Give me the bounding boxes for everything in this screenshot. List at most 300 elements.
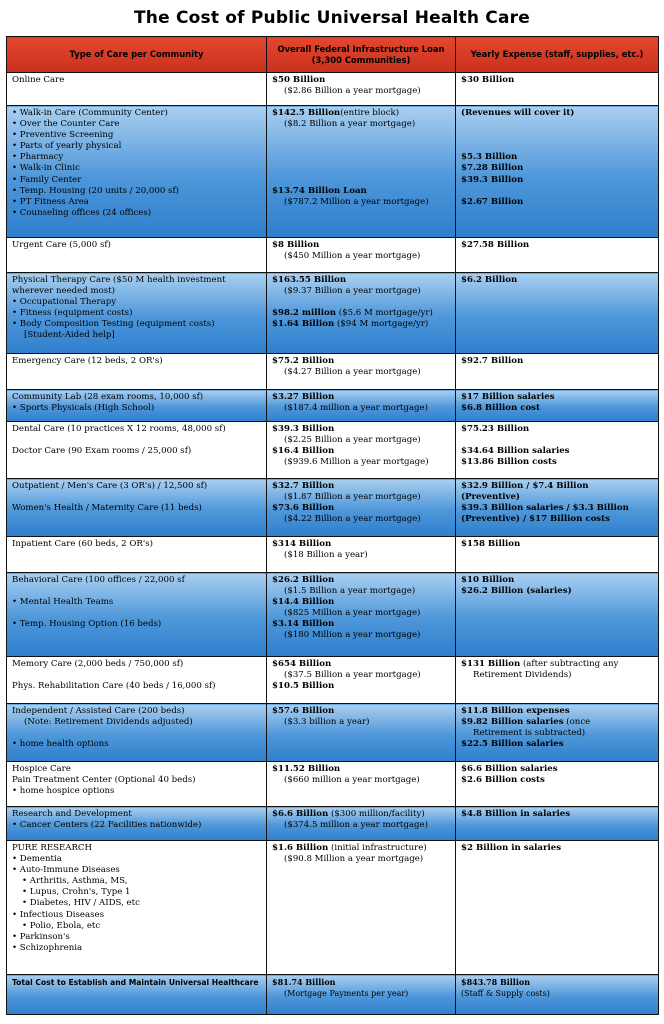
cell-line <box>12 659 261 670</box>
cell-line <box>272 608 450 619</box>
detail-text: Retirement is subtracted) <box>473 728 586 739</box>
cell-line <box>272 539 450 550</box>
yearly-expense-cell <box>456 354 659 390</box>
amount-text: $14.4 Billion <box>272 597 335 608</box>
cell-line <box>461 481 653 492</box>
cell-line <box>272 843 450 854</box>
amount-text: $2 Billion in salaries <box>461 843 562 853</box>
amount-text: $50 Billion <box>272 75 326 85</box>
yearly-expense-cell <box>456 657 659 704</box>
cell-line <box>272 356 450 367</box>
detail-text: ($4.22 Billion a year mortgage) <box>284 514 421 525</box>
care-type-cell <box>7 573 267 657</box>
care-type-cell <box>7 106 267 238</box>
amount-text: $1.6 Billion <box>272 843 329 853</box>
cell-line <box>272 435 450 446</box>
amount-text: $6.2 Billion <box>461 275 518 285</box>
cell-line <box>12 809 261 820</box>
amount-text: $654 Billion <box>272 659 332 669</box>
yearly-expense-cell <box>456 73 659 106</box>
infrastructure-loan-cell <box>267 573 456 657</box>
cell-line <box>272 764 450 775</box>
detail-text: Urgent Care (5,000 sf) <box>12 240 111 250</box>
cell-line <box>12 275 261 286</box>
spacer <box>272 130 450 141</box>
cell-line <box>12 786 261 797</box>
table-body <box>7 73 659 1015</box>
cell-line <box>461 586 653 597</box>
cell-line <box>12 446 261 457</box>
spacer <box>12 728 261 739</box>
detail-text: ($300 million/facility) <box>328 809 425 819</box>
infrastructure-loan-cell <box>267 238 456 273</box>
cell-line <box>12 865 261 876</box>
detail-text: Phys. Rehabilitation Care (40 beds / 16,000 sf) <box>12 681 216 692</box>
cell-line <box>12 706 261 717</box>
detail-text: • Lupus, Crohn's, Type 1 <box>22 887 131 898</box>
amount-text: $26.2 Billion (salaries) <box>461 586 572 597</box>
detail-text: Physical Therapy Care ($50 M health investment <box>12 275 226 285</box>
care-type-cell <box>7 479 267 537</box>
amount-text: $2.67 Billion <box>461 196 524 207</box>
detail-text: ($450 Million a year mortgage) <box>284 251 421 262</box>
cell-line <box>461 403 653 414</box>
amount-text: $13.86 Billion costs <box>461 457 557 468</box>
cell-line <box>461 514 653 525</box>
amount-text: $39.3 Billion <box>461 174 524 185</box>
spacer <box>272 141 450 152</box>
detail-text: (after subtracting any <box>520 659 619 669</box>
cell-line <box>272 86 450 97</box>
cell-line <box>12 887 261 898</box>
detail-text: Retirement Dividends) <box>473 670 572 681</box>
detail-text: Dental Care (10 practices X 12 rooms, 48,000 sf) <box>12 424 226 434</box>
cell-line <box>12 898 261 909</box>
cell-line <box>12 286 261 297</box>
detail-text: • Polio, Ebola, etc <box>22 920 101 931</box>
table-row <box>7 479 659 537</box>
cell-line <box>461 152 653 163</box>
table-row <box>7 841 659 975</box>
detail-text: Doctor Care (90 Exam rooms / 25,000 sf) <box>12 446 192 457</box>
cell-line <box>272 457 450 468</box>
detail-text: • home health options <box>12 739 109 750</box>
cell-line <box>12 141 261 152</box>
yearly-expense-cell <box>456 106 659 238</box>
yearly-expense-cell <box>456 422 659 479</box>
infrastructure-loan-cell <box>267 975 456 1015</box>
amount-text: $9.82 Billion salaries <box>461 717 564 728</box>
care-type-cell <box>7 657 267 704</box>
detail-text: • Parkinson's <box>12 931 70 942</box>
cell-line <box>12 175 261 186</box>
infrastructure-loan-cell <box>267 762 456 807</box>
table-row <box>7 273 659 354</box>
header-row <box>7 37 659 73</box>
amount-text: $1.64 Billion <box>272 319 335 330</box>
cell-line <box>12 876 261 887</box>
detail-text: ($374.5 million a year mortgage) <box>284 820 428 831</box>
total-row <box>7 975 659 1015</box>
detail-text: Behavioral Care (100 offices / 22,000 sf <box>12 575 185 585</box>
detail-text: ($2.86 Billion a year mortgage) <box>284 86 421 97</box>
yearly-expense-cell <box>456 390 659 422</box>
detail-text: • Mental Health Teams <box>12 597 114 608</box>
cell-line <box>12 424 261 435</box>
spacer <box>272 175 450 186</box>
table-row <box>7 422 659 479</box>
amount-text: $75.23 Billion <box>461 424 530 434</box>
cell-line <box>12 597 261 608</box>
cell-line <box>272 197 450 208</box>
yearly-expense-cell <box>456 273 659 354</box>
detail-text: (once <box>563 717 591 728</box>
cell-line <box>272 446 450 457</box>
care-type-cell <box>7 238 267 273</box>
cell-line <box>272 251 450 262</box>
detail-text: ($90.8 Million a year mortgage) <box>284 854 424 865</box>
cell-line <box>272 630 450 641</box>
cell-line <box>272 514 450 525</box>
detail-text: ($4.27 Billion a year mortgage) <box>284 367 421 378</box>
cell-line <box>12 503 261 514</box>
cell-line <box>12 619 261 630</box>
header-type-of-care: Type of Care per Community <box>7 37 267 73</box>
detail-text: • Family Center <box>12 174 82 185</box>
spacer <box>12 608 261 619</box>
cell-line <box>461 728 653 739</box>
care-type-cell <box>7 390 267 422</box>
infrastructure-loan-cell <box>267 390 456 422</box>
amount-text: $314 Billion <box>272 539 332 549</box>
cell-line <box>272 286 450 297</box>
detail-text: • Fitness (equipment costs) <box>12 308 133 319</box>
detail-text: ($5.6 M mortgage/yr) <box>336 308 433 319</box>
spacer <box>272 297 450 308</box>
detail-text: • Preventive Screening <box>12 130 114 141</box>
yearly-expense-cell <box>456 479 659 537</box>
amount-text: $81.74 Billion <box>272 977 336 987</box>
detail-text: • Auto-Immune Diseases <box>12 865 120 876</box>
cell-line <box>272 820 450 831</box>
detail-text: (initial infrastructure) <box>328 843 427 853</box>
cell-line <box>461 659 653 670</box>
amount-text: $2.6 Billion costs <box>461 775 545 786</box>
cell-line <box>461 809 653 820</box>
detail-text: (entire block) <box>340 108 400 118</box>
cell-line <box>12 308 261 319</box>
cell-line <box>12 943 261 954</box>
care-type-cell <box>7 704 267 762</box>
amount-text: $32.9 Billion / $7.4 Billion <box>461 481 589 491</box>
care-type-cell <box>7 354 267 390</box>
cell-line <box>461 392 653 403</box>
table-row <box>7 704 659 762</box>
yearly-expense-cell <box>456 807 659 841</box>
table-row <box>7 73 659 106</box>
detail-text: • Walk-in Care (Community Center) <box>12 108 168 118</box>
detail-text: • Cancer Centers (22 Facilities nationwide) <box>12 820 202 831</box>
detail-text: [Student-Aided help] <box>24 330 115 341</box>
spacer <box>461 435 653 446</box>
amount-text: $131 Billion <box>461 659 521 669</box>
infrastructure-loan-cell <box>267 273 456 354</box>
care-type-cell <box>7 975 267 1015</box>
cell-line <box>272 809 450 820</box>
infrastructure-loan-cell <box>267 422 456 479</box>
amount-text: $17 Billion salaries <box>461 392 555 402</box>
amount-text: $30 Billion <box>461 75 515 85</box>
header-infrastructure-loan: Overall Federal Infrastructure Loan (3,300 Communities) <box>267 37 456 73</box>
cell-line <box>12 186 261 197</box>
cell-line <box>272 550 450 561</box>
cell-line <box>272 319 450 330</box>
cell-line <box>12 681 261 692</box>
amount-text: $11.8 Billion expenses <box>461 706 570 716</box>
cell-line <box>12 319 261 330</box>
cell-line <box>12 75 261 86</box>
cell-line <box>12 575 261 586</box>
detail-text: Independent / Assisted Care (200 beds) <box>12 706 185 716</box>
cell-line <box>272 854 450 865</box>
cell-line <box>272 119 450 130</box>
cell-line <box>12 356 261 367</box>
amount-text: $73.6 Billion <box>272 503 335 514</box>
detail-text: • Sports Physicals (High School) <box>12 403 155 414</box>
cell-line <box>272 597 450 608</box>
yearly-expense-cell <box>456 573 659 657</box>
spacer <box>461 119 653 130</box>
yearly-expense-cell <box>456 762 659 807</box>
detail-text: Emergency Care (12 beds, 2 OR's) <box>12 356 163 366</box>
infrastructure-loan-cell <box>267 657 456 704</box>
spacer <box>461 186 653 197</box>
cell-line <box>272 186 450 197</box>
cell-line <box>461 775 653 786</box>
detail-text: • Arthritis, Asthma, MS, <box>22 876 128 887</box>
care-type-cell <box>7 273 267 354</box>
cell-line <box>272 275 450 286</box>
amount-text: $6.8 Billion cost <box>461 403 540 414</box>
care-type-cell <box>7 73 267 106</box>
amount-text: $4.8 Billion in salaries <box>461 809 571 819</box>
detail-text: Hospice Care <box>12 764 71 774</box>
cell-line <box>461 843 653 854</box>
infrastructure-loan-cell <box>267 704 456 762</box>
detail-text: ($825 Million a year mortgage) <box>284 608 421 619</box>
amount-text: $32.7 Billion <box>272 481 335 491</box>
detail-text: • Temp. Housing (20 units / 20,000 sf) <box>12 185 179 196</box>
table-row <box>7 807 659 841</box>
table-row <box>7 657 659 704</box>
cell-line <box>12 921 261 932</box>
detail-text: Total Cost to Establish and Maintain Universal Healthcare <box>12 978 259 987</box>
amount-text: $22.5 Billion salaries <box>461 739 564 750</box>
cell-line <box>12 854 261 865</box>
amount-text: $92.7 Billion <box>461 356 524 366</box>
yearly-expense-cell <box>456 537 659 573</box>
detail-text: Research and Development <box>12 809 132 819</box>
cell-line <box>272 492 450 503</box>
cell-line <box>461 706 653 717</box>
care-type-cell <box>7 422 267 479</box>
cell-line <box>461 163 653 174</box>
detail-text: ($94 M mortgage/yr) <box>334 319 429 330</box>
detail-text: ($1.5 Billion a year mortgage) <box>284 586 416 597</box>
cell-line <box>272 988 450 999</box>
table-row <box>7 354 659 390</box>
detail-text: PURE RESEARCH <box>12 843 92 853</box>
amount-text: $26.2 Billion <box>272 575 335 585</box>
cell-line <box>272 681 450 692</box>
cell-line <box>461 356 653 367</box>
table-row <box>7 390 659 422</box>
infrastructure-loan-cell <box>267 73 456 106</box>
detail-text: ($1.87 Billion a year mortgage) <box>284 492 421 503</box>
detail-text: • Temp. Housing Option (16 beds) <box>12 619 162 630</box>
cell-line <box>272 717 450 728</box>
cell-line <box>461 988 653 999</box>
detail-text: (Staff & Supply costs) <box>461 989 550 999</box>
infrastructure-loan-cell <box>267 807 456 841</box>
spacer <box>461 130 653 141</box>
detail-text: • Diabetes, HIV / AIDS, etc <box>22 898 140 909</box>
cell-line <box>272 659 450 670</box>
amount-text: $27.58 Billion <box>461 240 530 250</box>
spacer <box>461 141 653 152</box>
amount-text: $6.6 Billion <box>272 809 329 819</box>
detail-text: Inpatient Care (60 beds, 2 OR's) <box>12 539 154 549</box>
care-type-cell <box>7 762 267 807</box>
cell-line <box>12 910 261 921</box>
amount-text: $39.3 Billion <box>272 424 335 434</box>
detail-text: ($9.37 Billion a year mortgage) <box>284 286 421 297</box>
detail-text: Outpatient / Men's Care (3 OR's) / 12,500 sf) <box>12 481 208 491</box>
cell-line <box>272 977 450 988</box>
cell-line <box>12 843 261 854</box>
amount-text: $13.74 Billion Loan <box>272 185 367 196</box>
cell-line <box>272 481 450 492</box>
spacer <box>12 586 261 597</box>
detail-text: • Dementia <box>12 854 62 865</box>
cell-line <box>272 575 450 586</box>
cell-line <box>12 717 261 728</box>
yearly-expense-cell <box>456 704 659 762</box>
cell-line <box>12 297 261 308</box>
amount-text: $3.27 Billion <box>272 392 335 402</box>
cell-line <box>12 977 261 988</box>
cell-line <box>461 424 653 435</box>
cell-line <box>12 119 261 130</box>
detail-text: ($8.2 Billion a year mortgage) <box>284 119 416 130</box>
cell-line <box>12 481 261 492</box>
amount-text: $142.5 Billion <box>272 108 341 118</box>
cell-line <box>272 619 450 630</box>
detail-text: • home hospice options <box>12 786 115 797</box>
cell-line <box>461 717 653 728</box>
detail-text: ($3.3 billion a year) <box>284 717 370 728</box>
amount-text: $57.6 Billion <box>272 706 335 716</box>
detail-text: • Over the Counter Care <box>12 119 120 130</box>
cell-line <box>272 308 450 319</box>
yearly-expense-cell <box>456 975 659 1015</box>
cell-line <box>461 977 653 988</box>
spacer <box>12 670 261 681</box>
spacer <box>12 435 261 446</box>
cell-line <box>12 764 261 775</box>
table-row <box>7 537 659 573</box>
detail-text: • Counseling offices (24 offices) <box>12 207 152 218</box>
detail-text: Women's Health / Maternity Care (11 beds) <box>12 503 202 514</box>
care-type-cell <box>7 807 267 841</box>
infrastructure-loan-cell <box>267 537 456 573</box>
detail-text: • Schizophrenia <box>12 942 83 953</box>
table-row <box>7 573 659 657</box>
amount-text: $98.2 million <box>272 308 337 319</box>
cell-line <box>12 197 261 208</box>
amount-text: (Revenues will cover it) <box>461 108 575 118</box>
detail-text: • Pharmacy <box>12 152 64 163</box>
spacer <box>272 163 450 174</box>
cell-line <box>461 670 653 681</box>
cell-line <box>272 503 450 514</box>
infrastructure-loan-cell <box>267 841 456 975</box>
header-yearly-expense: Yearly Expense (staff, supplies, etc.) <box>456 37 659 73</box>
infrastructure-loan-cell <box>267 354 456 390</box>
detail-text: (Mortgage Payments per year) <box>284 989 409 999</box>
detail-text: Community Lab (28 exam rooms, 10,000 sf) <box>12 392 204 402</box>
detail-text: Memory Care (2,000 beds / 750,000 sf) <box>12 659 184 669</box>
cell-line <box>461 197 653 208</box>
cell-line <box>12 240 261 251</box>
detail-text: • Parts of yearly physical <box>12 141 122 152</box>
cost-table <box>6 36 659 1015</box>
amount-text: $75.2 Billion <box>272 356 335 366</box>
cell-line <box>12 403 261 414</box>
cell-line <box>12 108 261 119</box>
cell-line <box>12 130 261 141</box>
infrastructure-loan-cell <box>267 106 456 238</box>
spacer <box>272 152 450 163</box>
cell-line <box>461 108 653 119</box>
cell-line <box>12 539 261 550</box>
cell-line <box>461 240 653 251</box>
table-row <box>7 106 659 238</box>
detail-text: (Note: Retirement Dividends adjusted) <box>24 717 193 728</box>
cell-line <box>461 739 653 750</box>
amount-text: $158 Billion <box>461 539 521 549</box>
cell-line <box>12 163 261 174</box>
cell-line <box>461 446 653 457</box>
amount-text: $7.28 Billion <box>461 163 524 174</box>
page-title: The Cost of Public Universal Health Care <box>134 8 530 28</box>
detail-text: ($37.5 Billion a year mortgage) <box>284 670 421 681</box>
care-type-cell <box>7 537 267 573</box>
cell-line <box>272 403 450 414</box>
amount-text: $8 Billion <box>272 240 320 250</box>
cell-line <box>461 539 653 550</box>
amount-text: $10.5 Billion <box>272 681 335 692</box>
cell-line <box>461 75 653 86</box>
cell-line <box>461 457 653 468</box>
detail-text: • Infectious Diseases <box>12 909 105 920</box>
cell-line <box>12 330 261 341</box>
amount-text: $34.64 Billion salaries <box>461 446 570 457</box>
cell-line <box>12 392 261 403</box>
detail-text: • PT Fitness Area <box>12 196 89 207</box>
yearly-expense-cell <box>456 841 659 975</box>
detail-text: wherever needed most) <box>12 286 116 297</box>
